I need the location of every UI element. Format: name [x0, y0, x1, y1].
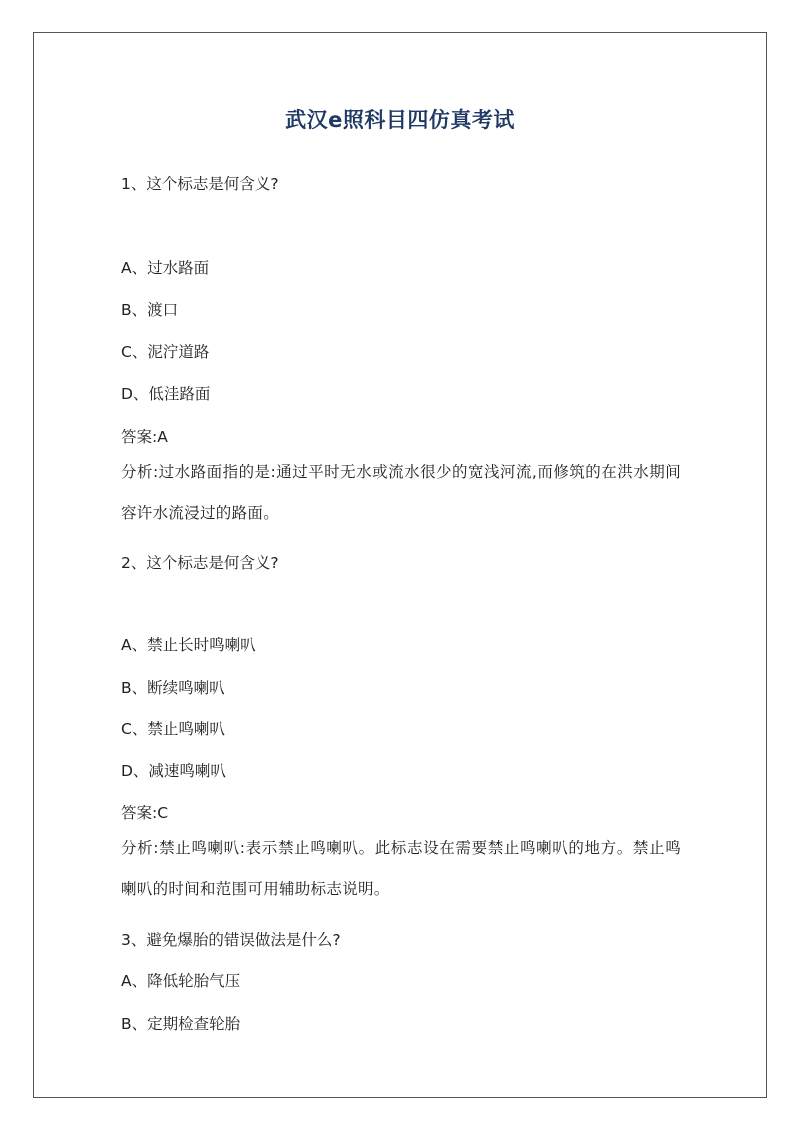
question-1-analysis: 分析:过水路面指的是:通过平时无水或流水很少的宽浅河流,而修筑的在洪水期间容许水流浸过的路面。 — [121, 463, 681, 522]
question-1-text: 1、这个标志是何含义? — [121, 175, 279, 193]
document-title: 武汉e照科目四仿真考试 — [285, 108, 515, 132]
question-2-answer: 答案:C — [121, 804, 169, 822]
question-2-analysis: 分析:禁止鸣喇叭:表示禁止鸣喇叭。此标志设在需要禁止鸣喇叭的地方。禁止鸣喇叭的时间和范围可用辅助标志说明。 — [121, 839, 681, 898]
question-2-option-b: B、断续鸣喇叭 — [121, 679, 225, 697]
question-3-text: 3、避免爆胎的错误做法是什么? — [121, 931, 341, 949]
question-1-option-d: D、低洼路面 — [121, 385, 211, 403]
question-2-text: 2、这个标志是何含义? — [121, 554, 279, 572]
question-2-option-a: A、禁止长时鸣喇叭 — [121, 636, 256, 654]
question-1-answer: 答案:A — [121, 428, 168, 446]
question-1-option-a: A、过水路面 — [121, 259, 210, 277]
question-1-option-b: B、渡口 — [121, 301, 179, 319]
question-3-option-a: A、降低轮胎气压 — [121, 972, 241, 990]
question-2-option-d: D、减速鸣喇叭 — [121, 762, 226, 780]
question-2-option-c: C、禁止鸣喇叭 — [121, 720, 225, 738]
question-3-option-b: B、定期检查轮胎 — [121, 1015, 241, 1033]
question-1-option-c: C、泥泞道路 — [121, 343, 210, 361]
